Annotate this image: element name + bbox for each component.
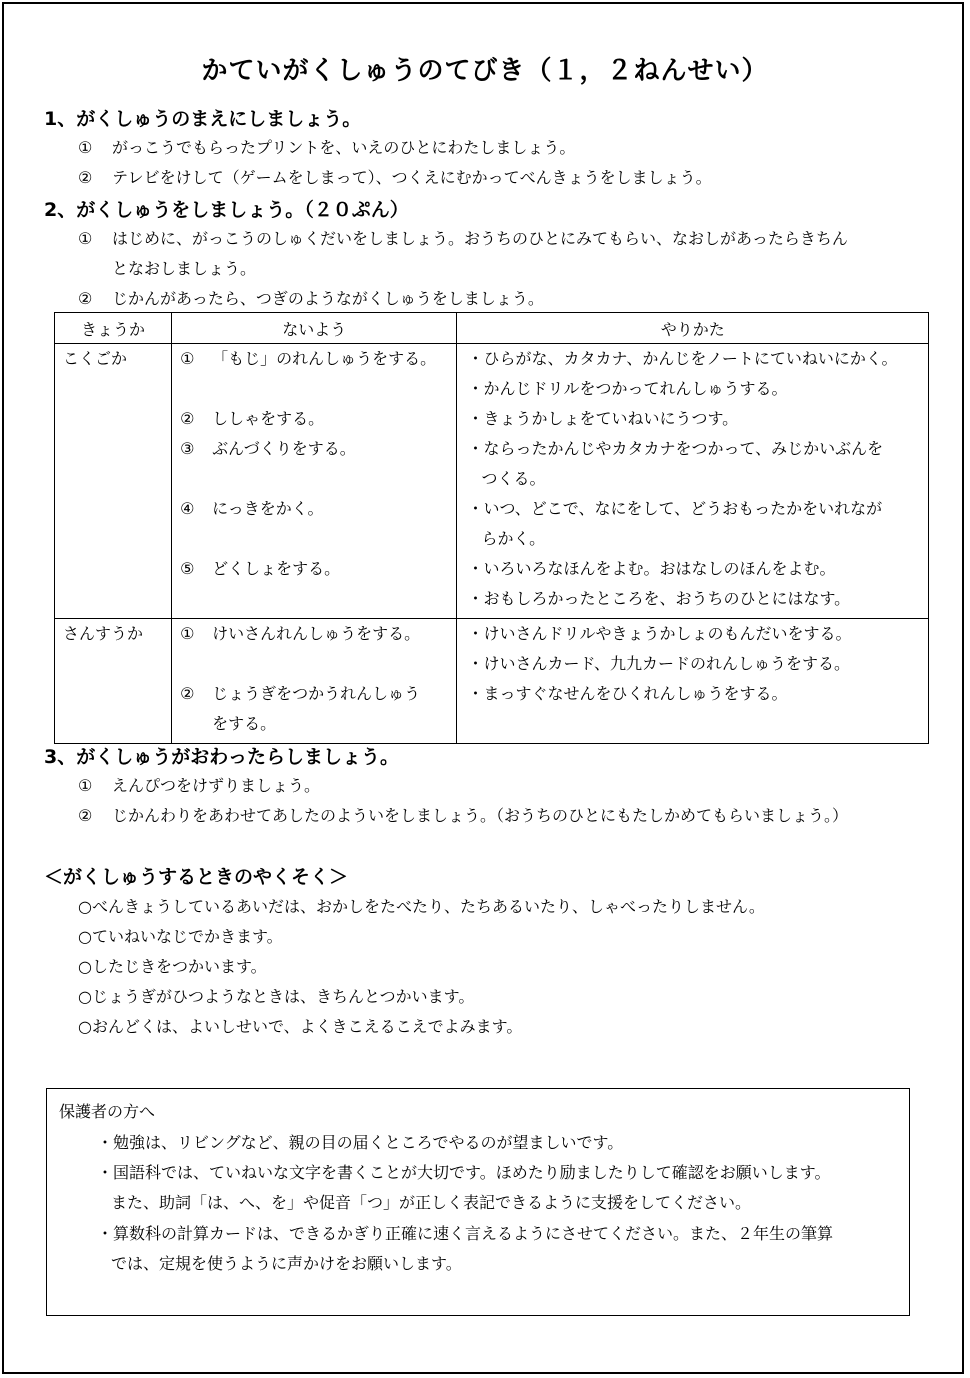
item-number: ① [78, 776, 93, 795]
guardian-note-box [46, 1088, 910, 1316]
content-item [180, 404, 450, 434]
content-item [180, 619, 450, 649]
table-row-kokugo [55, 344, 929, 619]
item-text: えんぴつをけずりましょう。 [112, 776, 321, 795]
section3-item-2 [78, 803, 848, 826]
method-cell [457, 344, 929, 619]
item-number: ④ [180, 499, 195, 518]
item-text: にっきをかく。 [212, 499, 324, 518]
content-cell [172, 619, 457, 744]
item-text: けいさんれんしゅうをする。 [212, 624, 421, 643]
page-title: かていがくしゅうのてびき（１，２ねんせい） [201, 56, 769, 86]
item-number: ① [180, 624, 195, 643]
method-line: ・ならったかんじやカタカナをつかって、みじかいぶんを [467, 439, 884, 458]
content-item [180, 344, 450, 374]
content-item [180, 434, 450, 464]
method-line: ・まっすぐなせんをひくれんしゅうをする。 [467, 684, 788, 703]
item-number: ① [78, 229, 93, 248]
header-subject: きょうか [55, 313, 172, 344]
item-number: ① [78, 138, 93, 157]
content-item [180, 554, 450, 584]
item-number: ② [180, 409, 195, 428]
guardian-note-line: ・算数科の計算カードは、できるかぎり正確に速く言えるようにさせてください。また、２年生の筆算 [97, 1224, 834, 1243]
promise-item: ○べんきょうしているあいだは、おかしをたべたり、たちあるいたり、しゃべったりしません。 [78, 897, 765, 916]
method-line: ・けいさんドリルやきょうかしょのもんだいをする。 [467, 624, 852, 643]
guardian-note-line: また、助詞「は、へ、を」や促音「つ」が正しく表記できるように支援をしてください。 [111, 1193, 752, 1212]
section2-heading: 2、がくしゅうをしましょう。（２０ぷん） [44, 199, 409, 221]
guardian-note-line: では、定規を使うように声かけをお願いします。 [111, 1254, 462, 1273]
subject-sansu: さんすうか [63, 624, 144, 643]
item-text: じかんわりをあわせてあしたのよういをしましょう。（おうちのひとにもたしかめてもらいましょう。） [112, 806, 849, 825]
section1-heading: 1、がくしゅうのまえにしましょう。 [44, 108, 362, 130]
item-number: ③ [180, 439, 195, 458]
promises-heading: ＜がくしゅうするときのやくそく＞ [44, 866, 349, 888]
item-number: ⑤ [180, 559, 195, 578]
item-text: じょうぎをつかうれんしゅう [212, 684, 421, 703]
method-line: ・きょうかしょをていねいにうつす。 [467, 409, 739, 428]
method-line: ・いつ、どこで、なにをして、どうおもったかをいれなが [467, 499, 883, 518]
subject-cell [55, 344, 172, 619]
section2-item-2 [78, 286, 544, 309]
subject-kokugo: こくごか [63, 349, 128, 368]
item-number: ① [180, 349, 195, 368]
subject-cell [55, 619, 172, 744]
item-text: どくしょをする。 [212, 559, 341, 578]
header-method: やりかた [457, 313, 929, 344]
promise-item: ○じょうぎがひつようなときは、きちんとつかいます。 [78, 987, 475, 1006]
item-text: じかんがあったら、つぎのようながくしゅうをしましょう。 [112, 289, 544, 308]
content-item [180, 494, 450, 524]
table-header-row [55, 313, 929, 344]
guardian-note-line: ・国語科では、ていねいな文字を書くことが大切です。ほめたり励ましたりして確認をお願いします。 [97, 1163, 831, 1182]
section3-item-1 [78, 773, 320, 796]
item-text: ししゃをする。 [212, 409, 325, 428]
guardian-note-heading: 保護者の方へ [59, 1102, 156, 1121]
promise-item: ○おんどくは、よいしせいで、よくきこえるこえでよみます。 [78, 1017, 523, 1036]
method-line: ・おもしろかったところを、おうちのひとにはなす。 [467, 589, 851, 608]
method-line: ・けいさんカード、九九カードのれんしゅうをする。 [467, 654, 850, 673]
item-text: はじめに、がっこうのしゅくだいをしましょう。おうちのひとにみてもらい、なおしがあったらきちん [112, 229, 848, 248]
content-item-cont: をする。 [212, 714, 277, 733]
promise-item: ○したじきをつかいます。 [78, 957, 267, 976]
item-text: テレビをけして（ゲームをしまって）、つくえにむかってべんきょうをしましょう。 [112, 168, 712, 187]
promise-item: ○ていねいなじでかきます。 [78, 927, 283, 946]
item-number: ② [78, 806, 93, 825]
study-table [54, 312, 929, 744]
item-text: がっこうでもらったプリントを、いえのひとにわたしましょう。 [112, 138, 576, 157]
method-cell [457, 619, 929, 744]
header-content: ないよう [172, 313, 457, 344]
item-text: 「もじ」のれんしゅうをする。 [212, 349, 437, 368]
section1-item-2 [78, 165, 712, 188]
item-number: ② [180, 684, 195, 703]
item-number: ② [78, 289, 93, 308]
method-line: つくる。 [481, 469, 546, 488]
section1-item-1 [78, 135, 575, 158]
guardian-note-line: ・勉強は、リビングなど、親の目の届くところでやるのが望ましいです。 [97, 1133, 624, 1152]
section2-item-1-line2: となおしましょう。 [112, 259, 257, 278]
item-text: ぶんづくりをする。 [212, 439, 356, 458]
section2-item-1-line1 [78, 226, 848, 249]
method-line: らかく。 [481, 529, 546, 548]
section3-heading: 3、がくしゅうがおわったらしましょう。 [44, 746, 400, 768]
content-item [180, 679, 450, 709]
item-number: ② [78, 168, 93, 187]
method-line: ・いろいろなほんをよむ。おはなしのほんをよむ。 [467, 559, 836, 578]
content-cell [172, 344, 457, 619]
method-line: ・かんじドリルをつかってれんしゅうする。 [467, 379, 788, 398]
table-row-sansu [55, 619, 929, 744]
method-line: ・ひらがな、カタカナ、かんじをノートにていねいにかく。 [467, 349, 898, 368]
